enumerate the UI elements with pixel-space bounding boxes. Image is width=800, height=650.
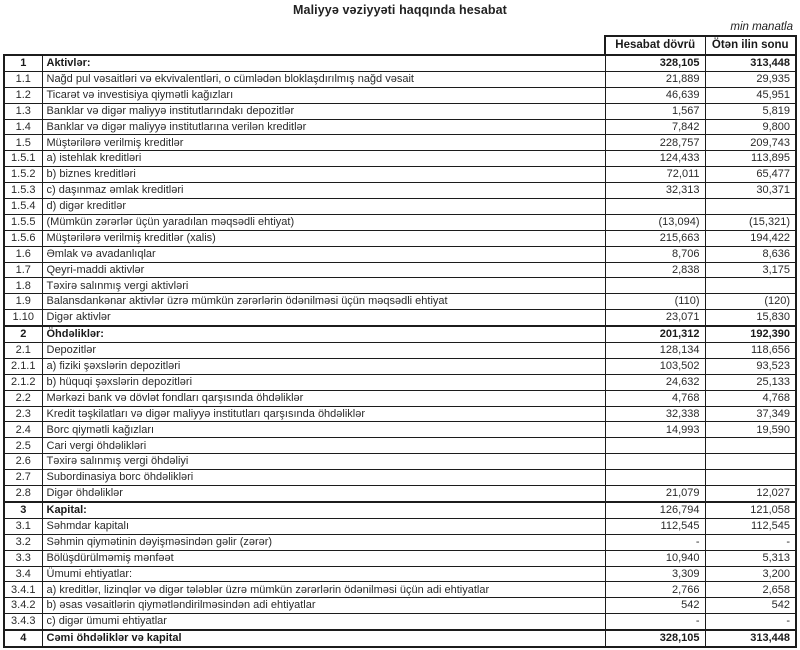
value-current-period: 228,757 [605, 135, 705, 151]
value-current-period [605, 278, 705, 294]
table-row [4, 534, 796, 550]
table-row [4, 278, 796, 294]
row-number: 1.6 [4, 246, 42, 262]
row-label: b) əsas vəsaitlərin qiymətləndirilməsindən adi ehtiyatlar [42, 598, 605, 614]
row-label: Öhdəliklər: [42, 326, 605, 342]
value-prior-year-end [705, 278, 796, 294]
table-row [4, 518, 796, 534]
row-label: Əmlak və avadanlıqlar [42, 246, 605, 262]
row-label: Bölüşdürülməmiş mənfəət [42, 550, 605, 566]
value-current-period: 4,768 [605, 390, 705, 406]
value-current-period: 46,639 [605, 87, 705, 103]
report-table-body [4, 55, 796, 647]
row-number: 1.4 [4, 119, 42, 135]
value-current-period: 7,842 [605, 119, 705, 135]
row-number: 1.10 [4, 310, 42, 326]
row-number: 1.8 [4, 278, 42, 294]
row-label: c) daşınmaz əmlak kreditləri [42, 183, 605, 199]
row-label: Digər aktivlər [42, 310, 605, 326]
unit-note: min manatla [730, 21, 793, 33]
row-label: c) digər ümumi ehtiyatlar [42, 614, 605, 630]
row-number: 2 [4, 326, 42, 342]
table-row [4, 502, 796, 518]
value-current-period: 328,105 [605, 55, 705, 71]
value-prior-year-end: 30,371 [705, 183, 796, 199]
value-prior-year-end: 313,448 [705, 55, 796, 71]
row-label: Depozitlər [42, 343, 605, 359]
row-label: Banklar və digər maliyyə institutlarına verilən kreditlər [42, 119, 605, 135]
table-row [4, 119, 796, 135]
value-prior-year-end: 4,768 [705, 390, 796, 406]
value-prior-year-end: 15,830 [705, 310, 796, 326]
value-current-period: 3,309 [605, 566, 705, 582]
table-row [4, 598, 796, 614]
value-prior-year-end: 121,058 [705, 502, 796, 518]
value-current-period: 128,134 [605, 343, 705, 359]
row-label: Müştərilərə verilmiş kreditlər [42, 135, 605, 151]
value-prior-year-end: 37,349 [705, 406, 796, 422]
value-prior-year-end: 118,656 [705, 343, 796, 359]
row-number: 3.4 [4, 566, 42, 582]
row-number: 3 [4, 502, 42, 518]
row-label: Kapital: [42, 502, 605, 518]
value-prior-year-end: (15,321) [705, 214, 796, 230]
table-row [4, 310, 796, 326]
table-row [4, 406, 796, 422]
row-label: Təxirə salınmış vergi aktivləri [42, 278, 605, 294]
value-prior-year-end: 45,951 [705, 87, 796, 103]
value-prior-year-end: 19,590 [705, 422, 796, 438]
row-label: Ümumi ehtiyatlar: [42, 566, 605, 582]
table-row [4, 151, 796, 167]
table-row [4, 55, 796, 71]
row-label: b) hüquqi şəxslərin depozitləri [42, 374, 605, 390]
row-label: Cari vergi öhdəlikləri [42, 438, 605, 454]
table-row [4, 135, 796, 151]
value-prior-year-end: 3,200 [705, 566, 796, 582]
row-number: 1.5.6 [4, 230, 42, 246]
row-number: 4 [4, 630, 42, 647]
table-row [4, 486, 796, 502]
table-row [4, 454, 796, 470]
row-number: 2.1.1 [4, 358, 42, 374]
value-current-period: (13,094) [605, 214, 705, 230]
value-current-period: 201,312 [605, 326, 705, 342]
table-row [4, 262, 796, 278]
row-label: Təxirə salınmış vergi öhdəliyi [42, 454, 605, 470]
value-current-period: 8,706 [605, 246, 705, 262]
row-label: Mərkəzi bank və dövlət fondları qarşısında öhdəliklər [42, 390, 605, 406]
report-table [3, 35, 797, 648]
header-spacer-label [42, 36, 605, 55]
row-label: Subordinasiya borc öhdəlikləri [42, 470, 605, 486]
value-current-period: 126,794 [605, 502, 705, 518]
value-prior-year-end: 113,895 [705, 151, 796, 167]
value-prior-year-end: 25,133 [705, 374, 796, 390]
value-prior-year-end [705, 470, 796, 486]
row-number: 1.5.3 [4, 183, 42, 199]
value-prior-year-end [705, 454, 796, 470]
row-label: Müştərilərə verilmiş kreditlər (xalis) [42, 230, 605, 246]
value-current-period: 10,940 [605, 550, 705, 566]
row-label: Nağd pul vəsaitləri və ekvivalentləri, o cümlədən bloklaşdırılmış nağd vəsait [42, 71, 605, 87]
row-label: Qeyri-maddi aktivlər [42, 262, 605, 278]
value-prior-year-end: 65,477 [705, 167, 796, 183]
value-prior-year-end: - [705, 534, 796, 550]
value-prior-year-end: 209,743 [705, 135, 796, 151]
value-current-period [605, 454, 705, 470]
value-current-period: (110) [605, 294, 705, 310]
row-label: Aktivlər: [42, 55, 605, 71]
table-row [4, 550, 796, 566]
table-row [4, 71, 796, 87]
value-prior-year-end: 3,175 [705, 262, 796, 278]
value-prior-year-end: 313,448 [705, 630, 796, 647]
row-number: 2.8 [4, 486, 42, 502]
table-row [4, 582, 796, 598]
row-label: Kredit təşkilatları və digər maliyyə institutları qarşısında öhdəliklər [42, 406, 605, 422]
row-label: Borc qiymətli kağızları [42, 422, 605, 438]
value-prior-year-end: 5,819 [705, 103, 796, 119]
row-number: 1.7 [4, 262, 42, 278]
row-label: a) kreditlər, lizinqlər və digər tələblər üzrə mümkün zərərlərin ödənilməsi üçün adi ehtiyatlar [42, 582, 605, 598]
value-prior-year-end: (120) [705, 294, 796, 310]
value-current-period: 2,838 [605, 262, 705, 278]
table-row [4, 214, 796, 230]
value-current-period: 21,079 [605, 486, 705, 502]
table-row [4, 199, 796, 215]
row-number: 3.4.1 [4, 582, 42, 598]
table-row [4, 614, 796, 630]
table-row [4, 87, 796, 103]
row-number: 1.5.2 [4, 167, 42, 183]
value-current-period: 215,663 [605, 230, 705, 246]
value-prior-year-end: 192,390 [705, 326, 796, 342]
row-number: 3.4.2 [4, 598, 42, 614]
column-header-prior-year-end: Ötən ilin sonu [705, 36, 796, 55]
row-number: 2.4 [4, 422, 42, 438]
row-number: 1.5.1 [4, 151, 42, 167]
value-prior-year-end: 112,545 [705, 518, 796, 534]
row-number: 1.2 [4, 87, 42, 103]
row-number: 2.7 [4, 470, 42, 486]
column-header-current-period: Hesabat dövrü [605, 36, 705, 55]
value-prior-year-end [705, 438, 796, 454]
row-label: (Mümkün zərərlər üçün yaradılan məqsədli ehtiyat) [42, 214, 605, 230]
row-number: 1.3 [4, 103, 42, 119]
value-current-period: - [605, 534, 705, 550]
value-current-period: 72,011 [605, 167, 705, 183]
row-number: 1.5 [4, 135, 42, 151]
value-prior-year-end: 2,658 [705, 582, 796, 598]
row-label: Banklar və digər maliyyə institutlarındakı depozitlər [42, 103, 605, 119]
table-row [4, 294, 796, 310]
report-table-header [4, 36, 796, 55]
table-row [4, 103, 796, 119]
row-label: Ticarət və investisiya qiymətli kağızları [42, 87, 605, 103]
value-prior-year-end: 5,313 [705, 550, 796, 566]
value-current-period: 24,632 [605, 374, 705, 390]
table-row [4, 167, 796, 183]
row-number: 1.5.5 [4, 214, 42, 230]
page-title: Maliyyə vəziyyəti haqqında hesabat [293, 3, 507, 17]
row-number: 3.3 [4, 550, 42, 566]
row-number: 1.1 [4, 71, 42, 87]
row-label: Digər öhdəliklər [42, 486, 605, 502]
value-current-period: - [605, 614, 705, 630]
value-current-period: 32,313 [605, 183, 705, 199]
row-label: Səhmin qiymətinin dəyişməsindən gəlir (zərər) [42, 534, 605, 550]
row-label: b) biznes kreditləri [42, 167, 605, 183]
value-prior-year-end: 9,800 [705, 119, 796, 135]
value-current-period: 14,993 [605, 422, 705, 438]
value-current-period: 112,545 [605, 518, 705, 534]
table-row [4, 374, 796, 390]
row-label: d) digər kreditlər [42, 199, 605, 215]
row-number: 2.5 [4, 438, 42, 454]
table-row [4, 470, 796, 486]
row-label: Səhmdar kapitalı [42, 518, 605, 534]
value-current-period: 2,766 [605, 582, 705, 598]
row-label: a) fiziki şəxslərin depozitləri [42, 358, 605, 374]
value-current-period: 124,433 [605, 151, 705, 167]
table-row [4, 422, 796, 438]
value-current-period: 542 [605, 598, 705, 614]
row-number: 2.6 [4, 454, 42, 470]
value-prior-year-end: 194,422 [705, 230, 796, 246]
row-number: 1 [4, 55, 42, 71]
row-label: Cəmi öhdəliklər və kapital [42, 630, 605, 647]
row-number: 1.5.4 [4, 199, 42, 215]
value-prior-year-end: - [705, 614, 796, 630]
value-current-period [605, 438, 705, 454]
table-row [4, 326, 796, 342]
value-current-period: 32,338 [605, 406, 705, 422]
table-row [4, 343, 796, 359]
table-row [4, 358, 796, 374]
value-current-period: 103,502 [605, 358, 705, 374]
row-number: 1.9 [4, 294, 42, 310]
header-spacer-num [4, 36, 42, 55]
value-current-period: 23,071 [605, 310, 705, 326]
value-current-period [605, 470, 705, 486]
value-prior-year-end: 12,027 [705, 486, 796, 502]
value-current-period: 21,889 [605, 71, 705, 87]
value-prior-year-end: 93,523 [705, 358, 796, 374]
row-number: 2.2 [4, 390, 42, 406]
row-number: 2.1.2 [4, 374, 42, 390]
value-current-period [605, 199, 705, 215]
row-label: a) istehlak kreditləri [42, 151, 605, 167]
row-number: 3.1 [4, 518, 42, 534]
value-prior-year-end: 542 [705, 598, 796, 614]
table-row [4, 566, 796, 582]
row-label: Balansdankənar aktivlər üzrə mümkün zərərlərin ödənilməsi üçün məqsədli ehtiyat [42, 294, 605, 310]
table-row [4, 230, 796, 246]
table-row [4, 183, 796, 199]
value-current-period: 1,567 [605, 103, 705, 119]
row-number: 2.1 [4, 343, 42, 359]
row-number: 3.4.3 [4, 614, 42, 630]
table-row [4, 390, 796, 406]
row-number: 2.3 [4, 406, 42, 422]
header-row [4, 36, 796, 55]
table-row [4, 246, 796, 262]
row-number: 3.2 [4, 534, 42, 550]
value-prior-year-end: 8,636 [705, 246, 796, 262]
table-row [4, 438, 796, 454]
value-prior-year-end: 29,935 [705, 71, 796, 87]
table-row [4, 630, 796, 647]
value-current-period: 328,105 [605, 630, 705, 647]
value-prior-year-end [705, 199, 796, 215]
